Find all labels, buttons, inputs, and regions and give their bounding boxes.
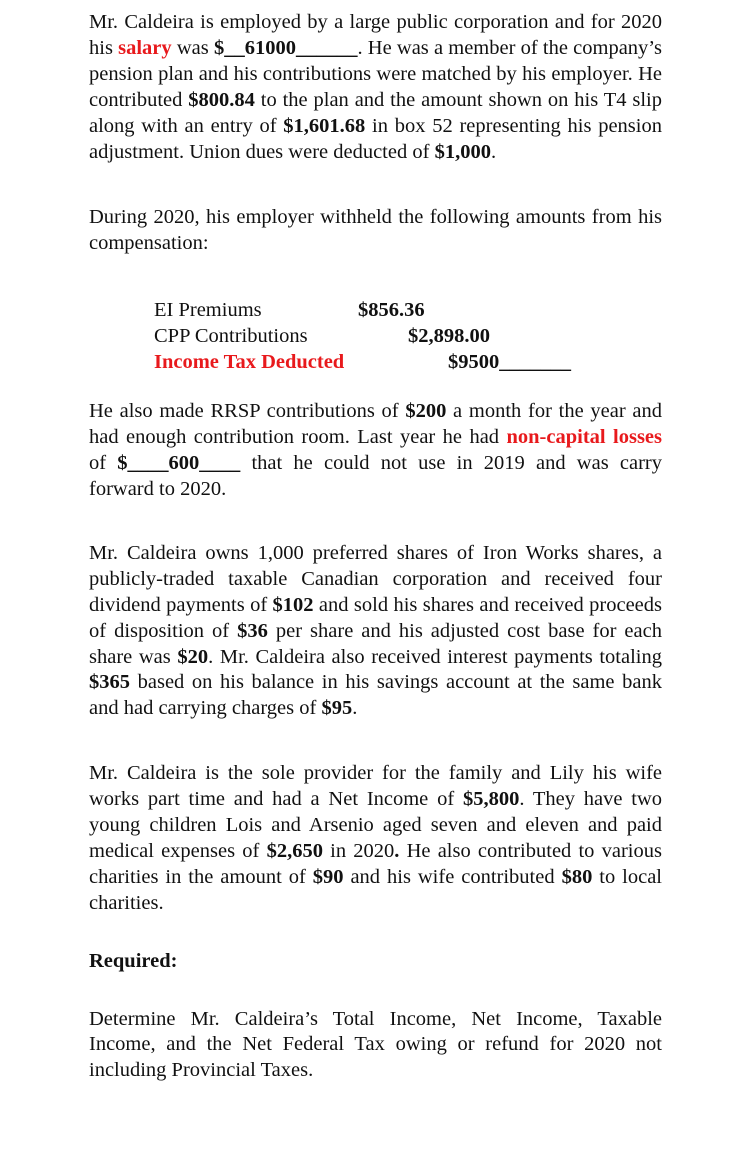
withheld-row-income-tax — [154, 349, 662, 375]
proceeds-amount: $36 — [237, 619, 268, 642]
withheld-label: EI Premiums — [154, 299, 262, 322]
employment-paragraph — [89, 10, 662, 165]
text-segment: in 2020 — [322, 839, 395, 862]
text-segment: . They have two young children Lois and Arsenio aged seven and eleven and paid medical expenses of — [89, 788, 662, 862]
text-segment: He also made RRSP contributions of — [89, 400, 406, 423]
text-segment: . — [394, 839, 400, 862]
text-segment: . — [352, 697, 358, 720]
interest-amount: $365 — [89, 671, 130, 694]
salary-label: salary — [118, 36, 172, 59]
non-capital-losses-value: $____600____ — [117, 452, 241, 475]
text-segment: He also contributed to various charities in the amount of — [89, 839, 662, 888]
withheld-row-ei — [154, 297, 662, 323]
union-dues: $1,000 — [434, 140, 491, 163]
text-segment: and sold his shares and received proceeds of disposition of — [89, 593, 662, 642]
text-segment: a month for the year and had enough contribution room. Last year he had — [89, 400, 662, 449]
text-segment: to the plan and the amount shown on his T4 slip along with an entry of — [89, 88, 662, 137]
withheld-value: $9500_______ — [448, 351, 571, 374]
text-segment: Mr. Caldeira is employed by a large public corporation and for 2020 his — [89, 11, 662, 59]
text-segment: Mr. Caldeira is the sole provider for the family and Lily his wife works part time and had a Net Income of — [89, 762, 662, 811]
withheld-row-cpp — [154, 323, 662, 349]
dividend-amount: $102 — [272, 593, 314, 616]
non-capital-losses-label: non-capital losses — [506, 426, 663, 449]
text-segment: based on his balance in his savings account at the same bank and had carrying charges of — [89, 671, 662, 720]
required-text: Determine Mr. Caldeira’s Total Income, Net Income, Taxable Income, and the Net Federal Tax owing or refund for 2020 not including Provincial Taxes. — [89, 1007, 662, 1082]
investments-paragraph — [89, 541, 662, 722]
pension-contribution: $800.84 — [188, 88, 255, 111]
text-segment: per share and his adjusted cost base for each share was — [89, 619, 662, 668]
text-segment: and his wife contributed — [343, 865, 562, 888]
salary-value: $__61000______ — [213, 36, 358, 59]
text-segment: . Mr. Caldeira also received interest payments totaling — [208, 645, 662, 668]
wife-net-income: $5,800 — [462, 788, 520, 811]
medical-expenses: $2,650 — [266, 839, 323, 862]
pension-adjustment: $1,601.68 — [283, 114, 366, 137]
text-segment: of — [89, 452, 118, 475]
charity-wife: $80 — [561, 865, 593, 888]
acb-amount: $20 — [177, 645, 209, 668]
text-segment: was — [171, 36, 214, 59]
text-segment: that he could not use in 2019 and was carry forward to 2020. — [89, 452, 662, 500]
withheld-label: Income Tax Deducted — [154, 351, 345, 374]
withheld-amounts-list — [154, 297, 662, 375]
family-paragraph — [89, 761, 662, 916]
withheld-label: CPP Contributions — [154, 325, 308, 348]
document-page — [89, 10, 662, 1084]
text-segment: in box 52 representing his pension adjustment. Union dues were deducted of — [89, 114, 662, 163]
rrsp-paragraph — [89, 399, 662, 503]
charity-husband: $90 — [312, 865, 344, 888]
withheld-value: $2,898.00 — [408, 325, 490, 348]
required-heading: Required: — [89, 949, 178, 972]
rrsp-amount: $200 — [405, 400, 447, 423]
withholding-intro: During 2020, his employer withheld the following amounts from his compensation: — [89, 206, 662, 255]
text-segment: to local charities. — [89, 865, 662, 914]
text-segment: . He was a member of the company’s pension plan and his contributions were matched by his employer. He contributed — [89, 36, 662, 111]
withheld-value: $856.36 — [358, 299, 425, 322]
carrying-charges-amount: $95 — [321, 697, 353, 720]
text-segment: . — [490, 140, 497, 163]
text-segment: Mr. Caldeira owns 1,000 preferred shares of Iron Works shares, a publicly-traded taxable Canadian corporation and received four dividend payments of — [89, 541, 662, 616]
